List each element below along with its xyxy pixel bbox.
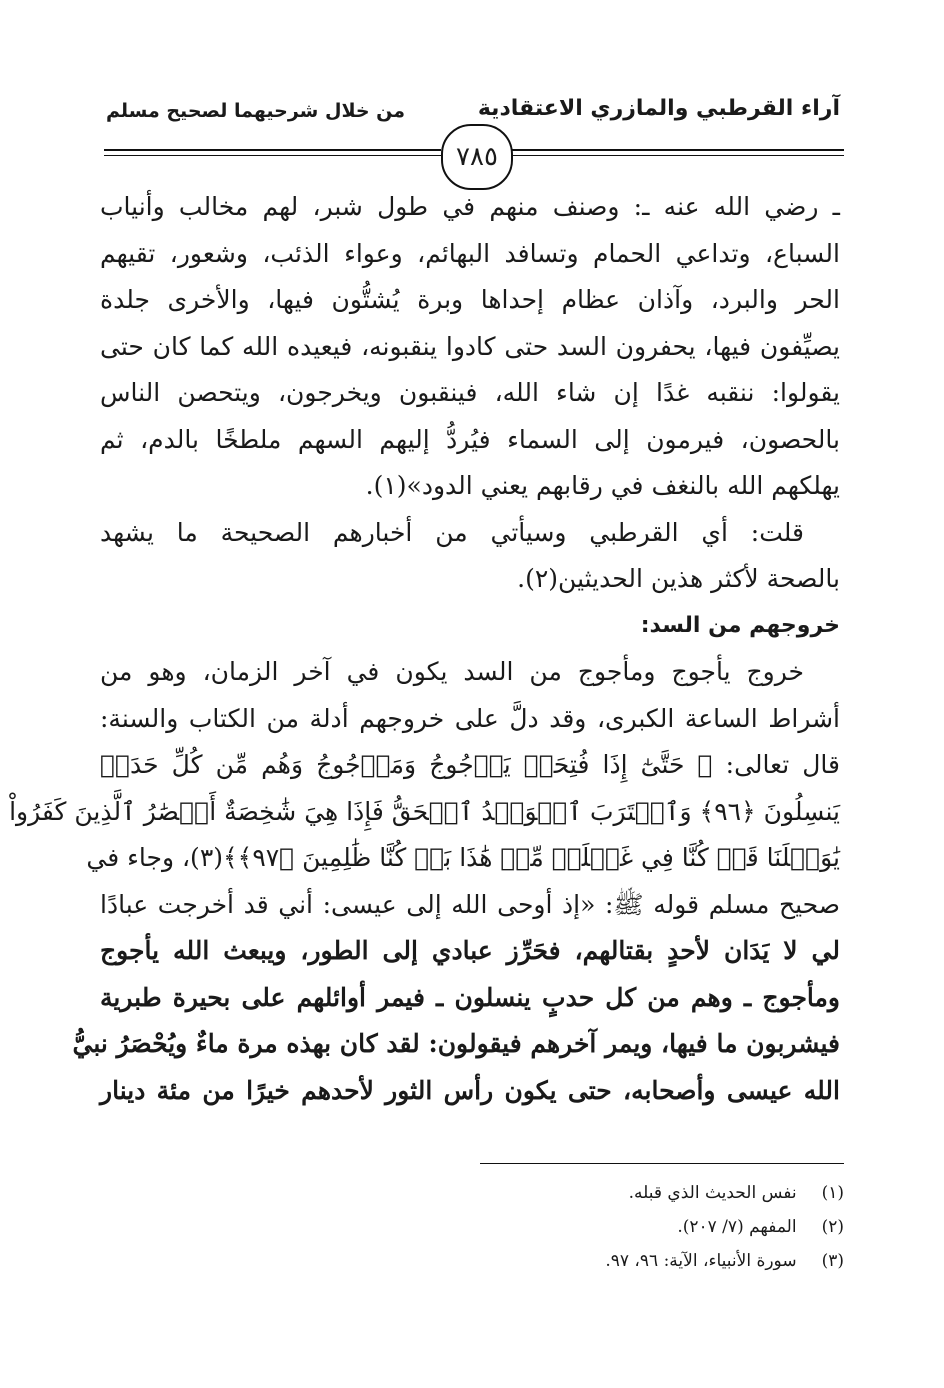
quran-verse-line: قال تعالى: ﴿ حَتَّىٰٓ إِذَا فُتِحَتۡ يَأۡجُوجُ وَمَأۡجُوجُ وَهُم مِّن كُلِّ حَدَبٖ [100,750,840,779]
text-line: السباع، وتداعي الحمام وتسافد البهائم، وعواء الذئب، وشعور، تقيهم [100,238,840,268]
page-number-badge [441,124,513,190]
quran-verse-line: يَنسِلُونَ ﴿٩٦﴾ وَٱقۡتَرَبَ ٱلۡوَعۡدُ ٱلۡحَقُّ فَإِذَا هِيَ شَٰخِصَةٌ أَبۡصَٰرُ ٱلَّذِينَ كَفَرُواْ [9,796,840,826]
running-header-subtitle: من خلال شرحيهما لصحيح مسلم [106,100,406,122]
text-line: ـ رضي الله عنه ـ: وصنف منهم في طول شبر، لهم مخالب وأنياب [100,192,840,221]
text-line: أشراط الساعة الكبرى، وقد دلَّ على خروجهم أدلة من الكتاب والسنة: [100,703,840,733]
hadith-text-line: ومأجوج ـ وهم من كل حدبٍ ينسلون ـ فيمر أوائلهم على بحيرة طبرية [100,982,840,1012]
header-rule-left-bottom [104,155,441,156]
text-line: يصيِّفون فيها، يحفرون السد حتى كادوا ينقبونه، فيعيده الله كما كان حتى [100,331,840,361]
hadith-text-line: لي لا يَدَان لأحدٍ بقتالهم، فحَرِّز عبادي إلى الطور، ويبعث الله يأجوج [100,936,840,965]
text-line: يهلكهم الله بالنغف في رقابهم يعني الدود»(١). [365,471,840,500]
footnote [605,1244,844,1278]
text-line: قلت: أي القرطبي وسيأتي من أخبارهم الصحيحة ما يشهد [100,517,804,547]
footnote [605,1176,844,1210]
footnote-text: سورة الأنبياء، الآية: ٩٦، ٩٧. [605,1251,797,1271]
footnote-number: (١) [821,1183,844,1203]
text-line: بالصحة لأكثر هذين الحديثين(٢). [517,564,840,593]
footnote-text: المفهم (٧/ ٢٠٧). [677,1217,797,1237]
main-text [9,184,840,1114]
page-number: ٧٨٥ [456,142,498,172]
footnote [605,1210,844,1244]
footnotes [605,1176,844,1278]
footnote-text: نفس الحديث الذي قبله. [628,1183,797,1203]
footnote-number: (٣) [821,1251,844,1271]
running-header-title: آراء القرطبي والمازري الاعتقادية [477,96,840,121]
hadith-text-line: الله عيسى وأصحابه، حتى يكون رأس الثور لأحدهم خيرًا من مئة دينار [100,1075,840,1105]
footnote-number: (٢) [821,1217,844,1237]
header-rule-right-bottom [510,155,844,156]
text-line: الحر والبرد، وآذان عظام إحداها وبرة يُشتُّون فيها، والأخرى جلدة [100,285,840,314]
text-line: بالحصون، فيرمون إلى السماء فيُردُّ إليهم السهم ملطخًا بالدم، ثم [100,424,840,454]
text-line: خروج يأجوج ومأجوج من السد يكون في آخر الزمان، وهو من [100,657,804,686]
text-line: يقولوا: ننقبه غدًا إن شاء الله، فينقبون ويخرجون، ويتحصن الناس [100,378,840,407]
section-heading: خروجهم من السد: [640,612,840,638]
header-rule-right-top [510,149,844,151]
quran-verse-line: يَٰوَيۡلَنَا قَدۡ كُنَّا فِي غَفۡلَةٖ مِّنۡ هَٰذَا بَلۡ كُنَّا ظَٰلِمِينَ ﴿٩٧﴾﴾(٣)، وجاء في [86,843,840,872]
header-rule-left-top [104,149,441,151]
footnote-separator [480,1163,844,1164]
text-line: صحيح مسلم قوله ﷺ: «إذ أوحى الله إلى عيسى: أني قد أخرجت عبادًا [100,889,840,919]
hadith-text-line: فيشربون ما فيها، ويمر آخرهم فيقولون: لقد كان بهذه مرة ماءٌ ويُحْصَرُ نبيُّ [72,1029,840,1058]
